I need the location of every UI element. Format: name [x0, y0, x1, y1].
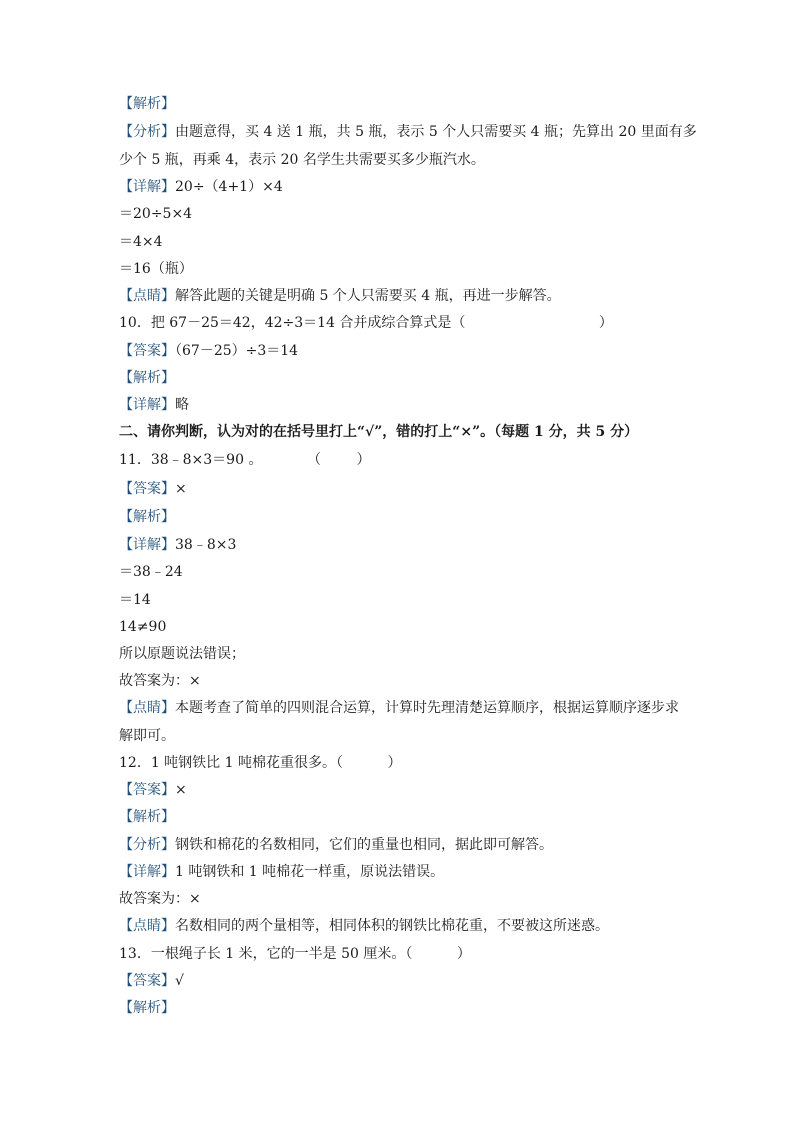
reasoning-tag: 【分析】: [119, 837, 175, 853]
question-text: 11．38﹣8×3＝90 。 （ ）: [119, 452, 371, 468]
answer-tag: 【答案】: [119, 481, 175, 497]
answer-tag: 【答案】: [119, 973, 175, 989]
line-27: [119, 808, 175, 826]
answer-text: （67－25）÷3＝14: [175, 343, 299, 359]
line-33: [119, 972, 184, 990]
line-text: 14≠90: [119, 619, 167, 635]
line-23: [119, 699, 679, 717]
detail-tag: 【详解】: [119, 864, 175, 880]
line-10: [119, 342, 298, 360]
line-4: [119, 178, 283, 196]
line-20: [119, 618, 166, 636]
line-text: 少个 5 瓶，再乘 4，表示 20 名学生共需要买多少瓶汽水。: [119, 152, 485, 168]
question-text: 13．一根绳子长 1 米，它的一半是 50 厘米。（ ）: [119, 946, 471, 962]
analysis-tag: 【解析】: [119, 370, 175, 386]
line-19: [119, 591, 151, 609]
line-3: [119, 151, 485, 169]
analysis-tag: 【解析】: [119, 1000, 175, 1016]
answer-tag: 【答案】: [119, 343, 175, 359]
line-text: 由题意得，买 4 送 1 瓶，共 5 瓶，表示 5 个人只需要买 4 瓶；先算出 20 里面有多: [175, 124, 697, 140]
answer-text: √: [175, 973, 184, 989]
line-6: [119, 233, 163, 251]
line-text: ＝38﹣24: [119, 564, 183, 580]
line-text: 所以原题说法错误；: [119, 646, 245, 662]
question-text: 12．1 吨钢铁比 1 吨棉花重很多。（ ）: [119, 755, 402, 771]
line-text: 解即可。: [119, 728, 175, 744]
line-17: [119, 536, 236, 554]
line-30: [119, 890, 201, 908]
answer-text: ×: [175, 481, 187, 497]
line-34: [119, 999, 175, 1017]
question-11: [119, 451, 371, 469]
line-18: [119, 563, 183, 581]
detail-tag: 【详解】: [119, 179, 175, 195]
line-text: 故答案为：×: [119, 673, 201, 689]
line-22: [119, 672, 201, 690]
line-1: [119, 95, 175, 113]
line-21: [119, 645, 245, 663]
answer-text: ×: [175, 782, 187, 798]
detail-tag: 【详解】: [119, 397, 175, 413]
line-8: [119, 287, 561, 305]
answer-tag: 【答案】: [119, 782, 175, 798]
line-29: [119, 863, 444, 881]
line-11: [119, 369, 175, 387]
line-12: [119, 396, 189, 414]
line-text: 1 吨钢铁和 1 吨棉花一样重，原说法错误。: [175, 864, 445, 880]
line-text: 略: [175, 397, 189, 413]
line-15: [119, 480, 187, 498]
line-24: [119, 727, 175, 745]
line-text: 本题考查了简单的四则混合运算，计算时先理清楚运算顺序，根据运算顺序逐步求: [175, 700, 679, 716]
question-12: [119, 754, 401, 772]
question-10: [119, 314, 613, 332]
line-text: ＝20÷5×4: [119, 206, 193, 222]
line-7: [119, 260, 193, 278]
analysis-tag: 【解析】: [119, 809, 175, 825]
line-2: [119, 123, 697, 141]
comment-tag: 【点睛】: [119, 918, 175, 934]
line-28: [119, 836, 553, 854]
line-text: 名数相同的两个量相等，相同体积的钢铁比棉花重，不要被这所迷惑。: [175, 918, 609, 934]
comment-tag: 【点睛】: [119, 700, 175, 716]
line-5: [119, 205, 192, 223]
line-text: 故答案为：×: [119, 891, 201, 907]
line-text: 解答此题的关键是明确 5 个人只需要买 4 瓶，再进一步解答。: [175, 288, 561, 304]
line-26: [119, 781, 187, 799]
comment-tag: 【点睛】: [119, 288, 175, 304]
line-text: 38﹣8×3: [175, 537, 237, 553]
line-text: ＝16（瓶）: [119, 261, 193, 277]
reasoning-tag: 【分析】: [119, 124, 175, 140]
line-16: [119, 508, 175, 526]
detail-tag: 【详解】: [119, 537, 175, 553]
analysis-tag: 【解析】: [119, 96, 175, 112]
question-13: [119, 945, 471, 963]
line-text: 20÷（4+1）×4: [175, 179, 283, 195]
line-31: [119, 917, 609, 935]
line-text: ＝14: [119, 592, 151, 608]
section-heading: [119, 423, 638, 441]
line-text: ＝4×4: [119, 234, 163, 250]
line-text: 钢铁和棉花的名数相同，它们的重量也相同，据此即可解答。: [175, 837, 553, 853]
analysis-tag: 【解析】: [119, 509, 175, 525]
question-text: 10．把 67－25＝42，42÷3＝14 合并成综合算式是（ ）: [119, 315, 613, 331]
section-heading-text: 二、请你判断，认为对的在括号里打上“√”，错的打上“×”。（每题 1 分，共 5 分）: [119, 424, 639, 440]
